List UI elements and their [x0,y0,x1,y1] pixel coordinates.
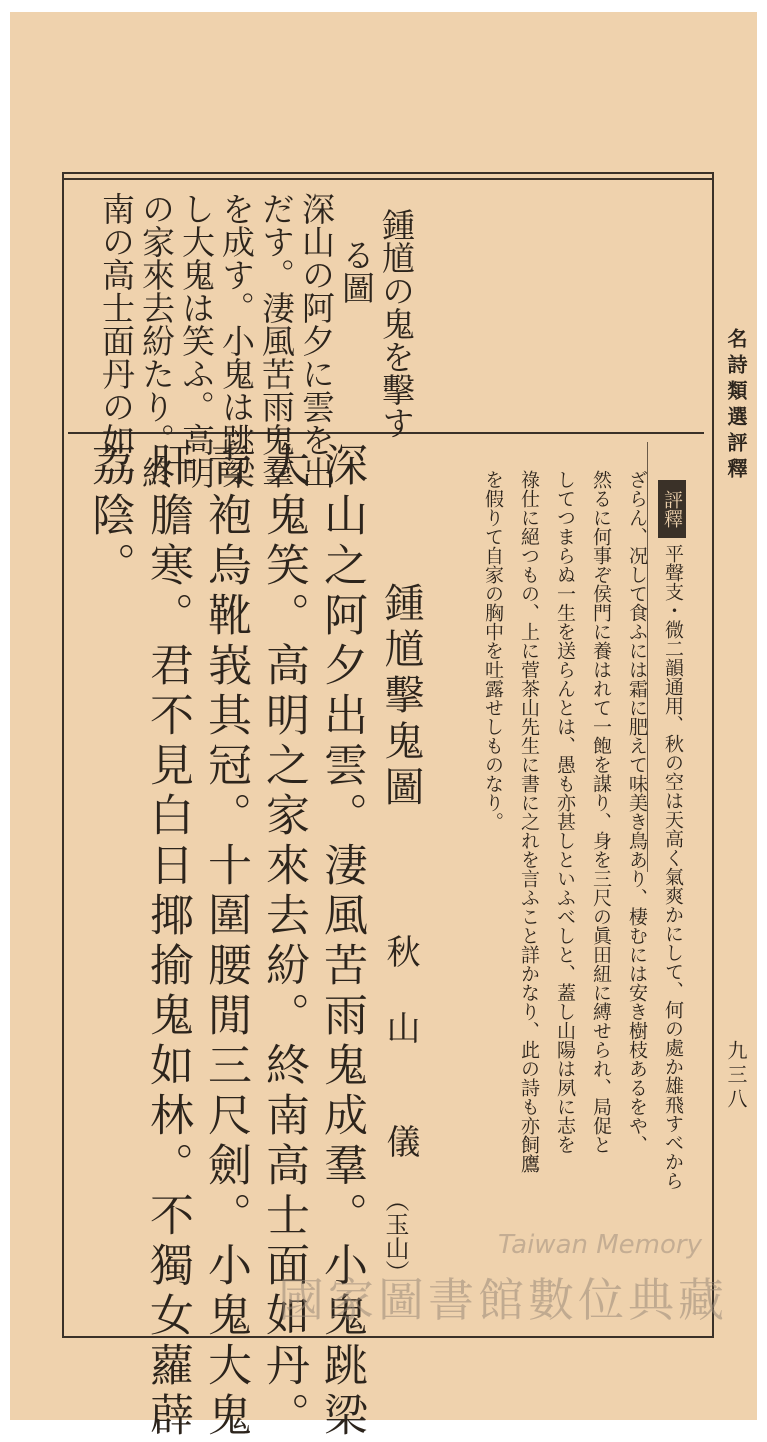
caption-line: 鍾馗の鬼を擊す [377,208,416,439]
commentary-line: してつまらぬ一生を送らんとは、愚も亦甚しといふべしと、蓋し山陽は夙に志を [554,470,576,1154]
caption-line: を成す。小鬼は跳梁 [217,192,256,489]
running-title: 名詩類選評釋 [724,328,748,484]
caption-line: る圖 [337,238,376,304]
commentary-line: ざらん、况して食ふには霜に肥えて味美き鳥あり、棲むには安き樹枝あるをや、 [626,470,648,1154]
caption-line: し大鬼は笑ふ。高明 [177,192,216,489]
poem-author-note: （玉山） [381,1188,409,1284]
watermark-text: 國家圖書館數位典藏 [278,1273,728,1327]
commentary-label: 評釋 [658,480,686,538]
commentary-line: 祿仕に絕つもの、上に菅茶山先生に書に之れを言ふこと詳かなり、此の詩も亦飼鷹 [518,470,540,1173]
caption-line: 深山の阿夕に雲を出 [297,192,336,489]
poem-author: 秋 山 儀 [380,934,420,1162]
commentary-line: 然るに何事ぞ侯門に養はれて一飽を謀り、身を三尺の眞田紐に縛せられ、局促と [590,470,612,1154]
poem-line: 大鬼笑。高明之家來去紛。終南高士面如丹。 [258,442,309,1442]
commentary-line: を假りて自家の胸中を吐露せしものなり。 [482,470,504,831]
poem-line: 肝膽寒。君不見白日揶揄鬼如林。不獨女蘿薜 [142,442,193,1442]
caption-line: 南の高士面丹の如 [97,192,136,456]
commentary-line: 平聲支・微二韻通用、秋の空は天高く氣爽かにして、何の處か雄飛すべから [662,544,684,1190]
caption-line: の家來去紛たり。終 [137,192,176,489]
poem-line: 青袍烏靴峩其冠。十圍腰閒三尺劍。小鬼大鬼 [200,442,251,1442]
book-page [10,12,757,1442]
page-number: 九三八 [724,1040,748,1112]
watermark-english: Taiwan Memory [498,1230,702,1260]
poem-line: 深山之阿夕出雲。淒風苦雨鬼成羣。小鬼跳梁 [316,442,367,1442]
caption-line: だす。淒風苦雨鬼羣 [257,192,296,489]
poem-line: 荔陰。 [84,442,135,592]
poem-title: 鍾馗擊鬼圖 [378,582,424,812]
